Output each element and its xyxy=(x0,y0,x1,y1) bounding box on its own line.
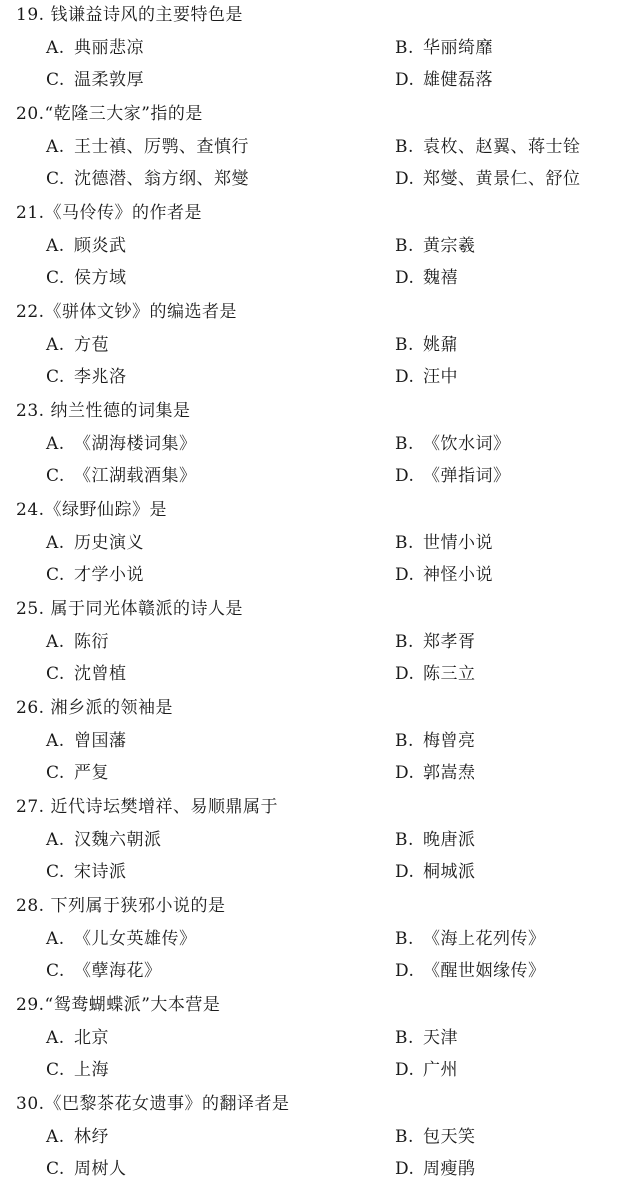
option-text: 包天笑 xyxy=(423,1127,476,1147)
question-stem: 27. 近代诗坛樊增祥、易顺鼎属于 xyxy=(16,797,278,817)
question-block xyxy=(0,891,634,990)
answer-option xyxy=(46,268,127,288)
option-text: 曾国藩 xyxy=(74,731,127,751)
option-text: 北京 xyxy=(74,1028,109,1048)
option-letter: D. xyxy=(395,961,415,981)
option-text: 梅曾亮 xyxy=(423,731,476,751)
option-text: 《孽海花》 xyxy=(74,961,162,981)
answer-option xyxy=(46,961,162,981)
option-text: 郑燮、黄景仁、舒位 xyxy=(423,169,581,189)
answer-option xyxy=(46,1060,109,1080)
option-letter: C. xyxy=(46,70,65,90)
option-text: 《海上花列传》 xyxy=(423,929,546,949)
option-letter: D. xyxy=(395,1159,415,1179)
question-stem: 28. 下列属于狭邪小说的是 xyxy=(16,896,226,916)
option-text: 汉魏六朝派 xyxy=(74,830,162,850)
option-letter: B. xyxy=(395,335,414,355)
answer-option xyxy=(395,664,476,684)
option-text: 汪中 xyxy=(423,367,458,387)
question-stem: 22.《骈体文钞》的编选者是 xyxy=(16,302,238,322)
answer-option xyxy=(395,70,493,90)
option-letter: A. xyxy=(46,533,65,553)
option-letter: C. xyxy=(46,763,65,783)
option-text: 雄健磊落 xyxy=(423,70,493,90)
option-letter: B. xyxy=(395,236,414,256)
option-letter: A. xyxy=(46,1028,65,1048)
option-text: 《江湖载酒集》 xyxy=(74,466,197,486)
option-letter: B. xyxy=(395,38,414,58)
question-block xyxy=(0,990,634,1089)
answer-option xyxy=(46,664,127,684)
answer-option xyxy=(395,1060,458,1080)
option-text: 晚唐派 xyxy=(423,830,476,850)
question-block xyxy=(0,0,634,99)
option-text: 温柔敦厚 xyxy=(74,70,144,90)
option-text: 上海 xyxy=(74,1060,109,1080)
option-letter: D. xyxy=(395,763,415,783)
answer-option xyxy=(46,367,127,387)
option-text: 桐城派 xyxy=(423,862,476,882)
option-letter: D. xyxy=(395,664,415,684)
option-text: 神怪小说 xyxy=(423,565,493,585)
question-block xyxy=(0,396,634,495)
option-text: 陈三立 xyxy=(423,664,476,684)
answer-option xyxy=(395,236,476,256)
answer-option xyxy=(395,731,476,751)
option-letter: C. xyxy=(46,1060,65,1080)
option-letter: C. xyxy=(46,367,65,387)
option-letter: C. xyxy=(46,466,65,486)
option-letter: A. xyxy=(46,1127,65,1147)
option-text: 世情小说 xyxy=(423,533,493,553)
question-block xyxy=(0,594,634,693)
option-text: 魏禧 xyxy=(423,268,458,288)
question-block xyxy=(0,792,634,891)
answer-option xyxy=(395,763,476,783)
option-letter: A. xyxy=(46,830,65,850)
answer-option xyxy=(46,763,109,783)
option-letter: A. xyxy=(46,38,65,58)
option-letter: D. xyxy=(395,862,415,882)
option-letter: B. xyxy=(395,632,414,652)
question-stem: 20.“乾隆三大家”指的是 xyxy=(16,104,203,124)
question-block xyxy=(0,198,634,297)
option-text: 袁枚、赵翼、蒋士铨 xyxy=(423,137,581,157)
option-letter: D. xyxy=(395,367,415,387)
option-letter: C. xyxy=(46,268,65,288)
option-letter: C. xyxy=(46,1159,65,1179)
option-text: 沈德潜、翁方纲、郑燮 xyxy=(74,169,249,189)
option-text: 黄宗羲 xyxy=(423,236,476,256)
option-letter: D. xyxy=(395,268,415,288)
question-stem: 30.《巴黎茶花女遗事》的翻译者是 xyxy=(16,1094,290,1114)
answer-option xyxy=(46,169,249,189)
answer-option xyxy=(46,236,127,256)
answer-option xyxy=(46,434,197,454)
option-letter: A. xyxy=(46,236,65,256)
answer-option xyxy=(395,533,493,553)
question-block xyxy=(0,693,634,792)
option-letter: A. xyxy=(46,335,65,355)
option-letter: A. xyxy=(46,731,65,751)
option-letter: B. xyxy=(395,929,414,949)
answer-option xyxy=(46,533,144,553)
option-text: 华丽绮靡 xyxy=(423,38,493,58)
answer-option xyxy=(395,434,511,454)
answer-option xyxy=(395,1159,476,1179)
answer-option xyxy=(46,862,127,882)
question-stem: 23. 纳兰性德的词集是 xyxy=(16,401,191,421)
option-text: 沈曾植 xyxy=(74,664,127,684)
answer-option xyxy=(46,632,109,652)
option-text: 王士禛、厉鹗、查慎行 xyxy=(74,137,249,157)
option-letter: A. xyxy=(46,632,65,652)
option-text: 周树人 xyxy=(74,1159,127,1179)
option-text: 宋诗派 xyxy=(74,862,127,882)
option-text: 典丽悲凉 xyxy=(74,38,144,58)
answer-option xyxy=(46,929,197,949)
option-letter: D. xyxy=(395,565,415,585)
answer-option xyxy=(46,466,197,486)
answer-option xyxy=(46,1028,109,1048)
answer-option xyxy=(46,830,162,850)
option-text: 历史演义 xyxy=(74,533,144,553)
question-block xyxy=(0,1089,634,1188)
answer-option xyxy=(46,731,127,751)
option-letter: B. xyxy=(395,434,414,454)
answer-option xyxy=(395,830,476,850)
option-text: 郭嵩焘 xyxy=(423,763,476,783)
answer-option xyxy=(46,565,144,585)
option-letter: B. xyxy=(395,1028,414,1048)
answer-option xyxy=(395,929,546,949)
option-text: 侯方域 xyxy=(74,268,127,288)
question-stem: 21.《马伶传》的作者是 xyxy=(16,203,203,223)
option-text: 天津 xyxy=(423,1028,458,1048)
option-letter: A. xyxy=(46,137,65,157)
option-text: 方苞 xyxy=(74,335,109,355)
option-text: 姚鼐 xyxy=(423,335,458,355)
option-letter: B. xyxy=(395,533,414,553)
option-text: 李兆洛 xyxy=(74,367,127,387)
question-stem: 25. 属于同光体赣派的诗人是 xyxy=(16,599,243,619)
option-text: 陈衍 xyxy=(74,632,109,652)
answer-option xyxy=(46,70,144,90)
option-letter: B. xyxy=(395,830,414,850)
option-letter: C. xyxy=(46,565,65,585)
option-letter: B. xyxy=(395,1127,414,1147)
option-text: 《湖海楼词集》 xyxy=(74,434,197,454)
option-text: 严复 xyxy=(74,763,109,783)
answer-option xyxy=(46,335,109,355)
answer-option xyxy=(46,1127,109,1147)
option-letter: D. xyxy=(395,466,415,486)
answer-option xyxy=(395,169,581,189)
answer-option xyxy=(395,335,458,355)
option-text: 《儿女英雄传》 xyxy=(74,929,197,949)
option-letter: C. xyxy=(46,664,65,684)
answer-option xyxy=(395,367,458,387)
question-block xyxy=(0,99,634,198)
question-block xyxy=(0,495,634,594)
answer-option xyxy=(395,632,476,652)
answer-option xyxy=(395,961,546,981)
answer-option xyxy=(395,1127,476,1147)
option-letter: B. xyxy=(395,731,414,751)
option-text: 广州 xyxy=(423,1060,458,1080)
answer-option xyxy=(395,862,476,882)
option-text: 林纾 xyxy=(74,1127,109,1147)
option-letter: D. xyxy=(395,1060,415,1080)
option-text: 顾炎武 xyxy=(74,236,127,256)
answer-option xyxy=(46,1159,127,1179)
option-text: 才学小说 xyxy=(74,565,144,585)
question-stem: 29.“鸳鸯蝴蝶派”大本营是 xyxy=(16,995,221,1015)
question-stem: 26. 湘乡派的领袖是 xyxy=(16,698,173,718)
option-text: 《弹指词》 xyxy=(423,466,511,486)
option-text: 《饮水词》 xyxy=(423,434,511,454)
option-text: 周瘦鹃 xyxy=(423,1159,476,1179)
option-letter: D. xyxy=(395,70,415,90)
option-letter: C. xyxy=(46,862,65,882)
option-text: 郑孝胥 xyxy=(423,632,476,652)
option-letter: D. xyxy=(395,169,415,189)
answer-option xyxy=(395,466,511,486)
answer-option xyxy=(46,38,144,58)
question-block xyxy=(0,297,634,396)
question-stem: 19. 钱谦益诗风的主要特色是 xyxy=(16,5,243,25)
option-letter: C. xyxy=(46,961,65,981)
answer-option xyxy=(395,38,493,58)
option-text: 《醒世姻缘传》 xyxy=(423,961,546,981)
answer-option xyxy=(395,565,493,585)
answer-option xyxy=(395,137,581,157)
answer-option xyxy=(46,137,249,157)
option-letter: C. xyxy=(46,169,65,189)
answer-option xyxy=(395,1028,458,1048)
question-stem: 24.《绿野仙踪》是 xyxy=(16,500,168,520)
option-letter: A. xyxy=(46,929,65,949)
option-letter: B. xyxy=(395,137,414,157)
answer-option xyxy=(395,268,458,288)
option-letter: A. xyxy=(46,434,65,454)
